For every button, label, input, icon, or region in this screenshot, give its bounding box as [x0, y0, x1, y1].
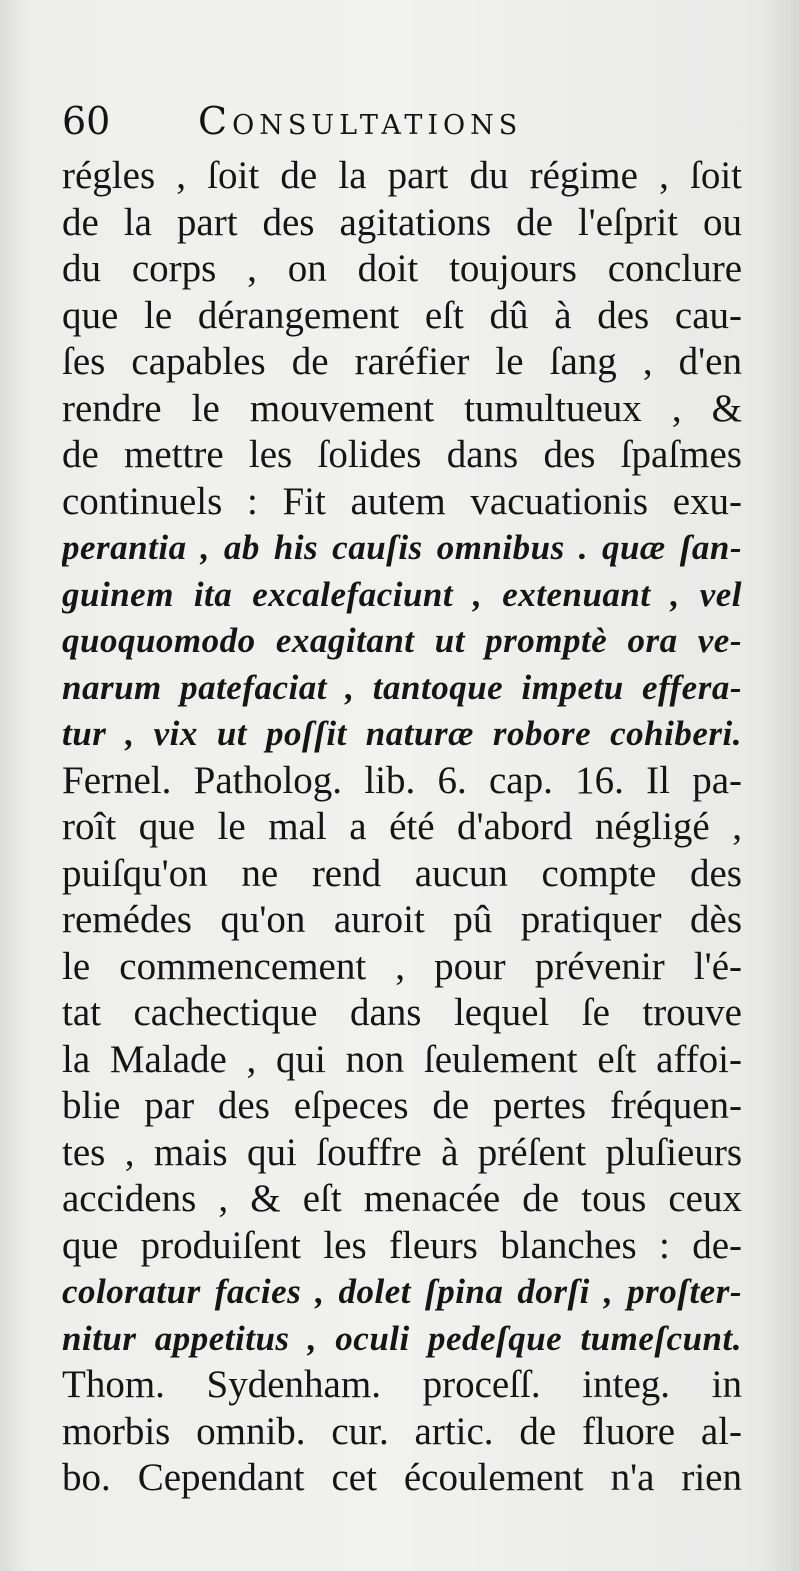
running-title: Consultations: [198, 99, 523, 143]
text-line: accidens , & eſt menacée de tous ceux: [62, 1177, 742, 1220]
latin-quote-line: quoquomodo exagitant ut promptè ora ve-: [62, 621, 742, 660]
text-line: régles , ſoit de la part du régime , ſoit: [62, 154, 742, 197]
latin-quote-line: perantia , ab his cauſis omnibus . quæ ſan-: [62, 528, 742, 567]
page-number: 60: [62, 99, 111, 143]
page-header: [62, 96, 742, 146]
text-line: morbis omnib. cur. artic. de fluore al-: [62, 1409, 742, 1453]
latin-quote-line: tur , vix ut poſſit naturæ robore cohiberi.: [62, 714, 742, 753]
latin-quote-line: narum patefaciat , tantoque impetu effera-: [62, 667, 742, 707]
text-line: blie par des eſpeces de pertes fréquen-: [62, 1084, 742, 1127]
text-line: que produiſent les fleurs blanches : de-: [62, 1223, 742, 1267]
text-line: de la part des agitations de l'eſprit ou: [62, 200, 742, 244]
text-line: puiſqu'on ne rend aucun compte des: [62, 851, 742, 895]
latin-quote-line: nitur appetitus , oculi pedeſque tumeſcunt.: [62, 1318, 742, 1358]
text-line: Fernel. Patholog. lib. 6. cap. 16. Il pa-: [62, 758, 742, 802]
text-line: roît que le mal a été d'abord négligé ,: [62, 805, 742, 848]
text-line: de mettre les ſolides dans des ſpaſmes: [62, 433, 742, 476]
text-line: bo. Cependant cet écoulement n'a rien: [62, 1456, 742, 1499]
text-line: tes , mais qui ſouffre à préſent pluſieurs: [62, 1130, 742, 1174]
body-text: [62, 153, 742, 1502]
text-line: que le dérangement eſt dû à des cau-: [62, 293, 742, 337]
text-line: Thom. Sydenham. proceſſ. integ. in: [62, 1363, 742, 1406]
text-line: continuels : Fit autem vacuationis exu-: [62, 479, 742, 523]
text-line: tat cachectique dans lequel ſe trouve: [62, 991, 742, 1034]
text-line: la Malade , qui non ſeulement eſt affoi-: [62, 1037, 742, 1081]
text-line: le commencement , pour prévenir l'é-: [62, 944, 742, 988]
latin-quote-line: coloratur facies , dolet ſpina dorſi , proſter-: [62, 1272, 742, 1311]
latin-quote-line: guinem ita excalefaciunt , extenuant , vel: [62, 574, 742, 614]
text-line: remédes qu'on auroit pû pratiquer dès: [62, 898, 742, 941]
text-line: rendre le mouvement tumultueux , &: [62, 386, 742, 430]
text-line: ſes capables de raréfier le ſang , d'en: [62, 340, 742, 383]
text-line: du corps , on doit toujours conclure: [62, 247, 742, 290]
